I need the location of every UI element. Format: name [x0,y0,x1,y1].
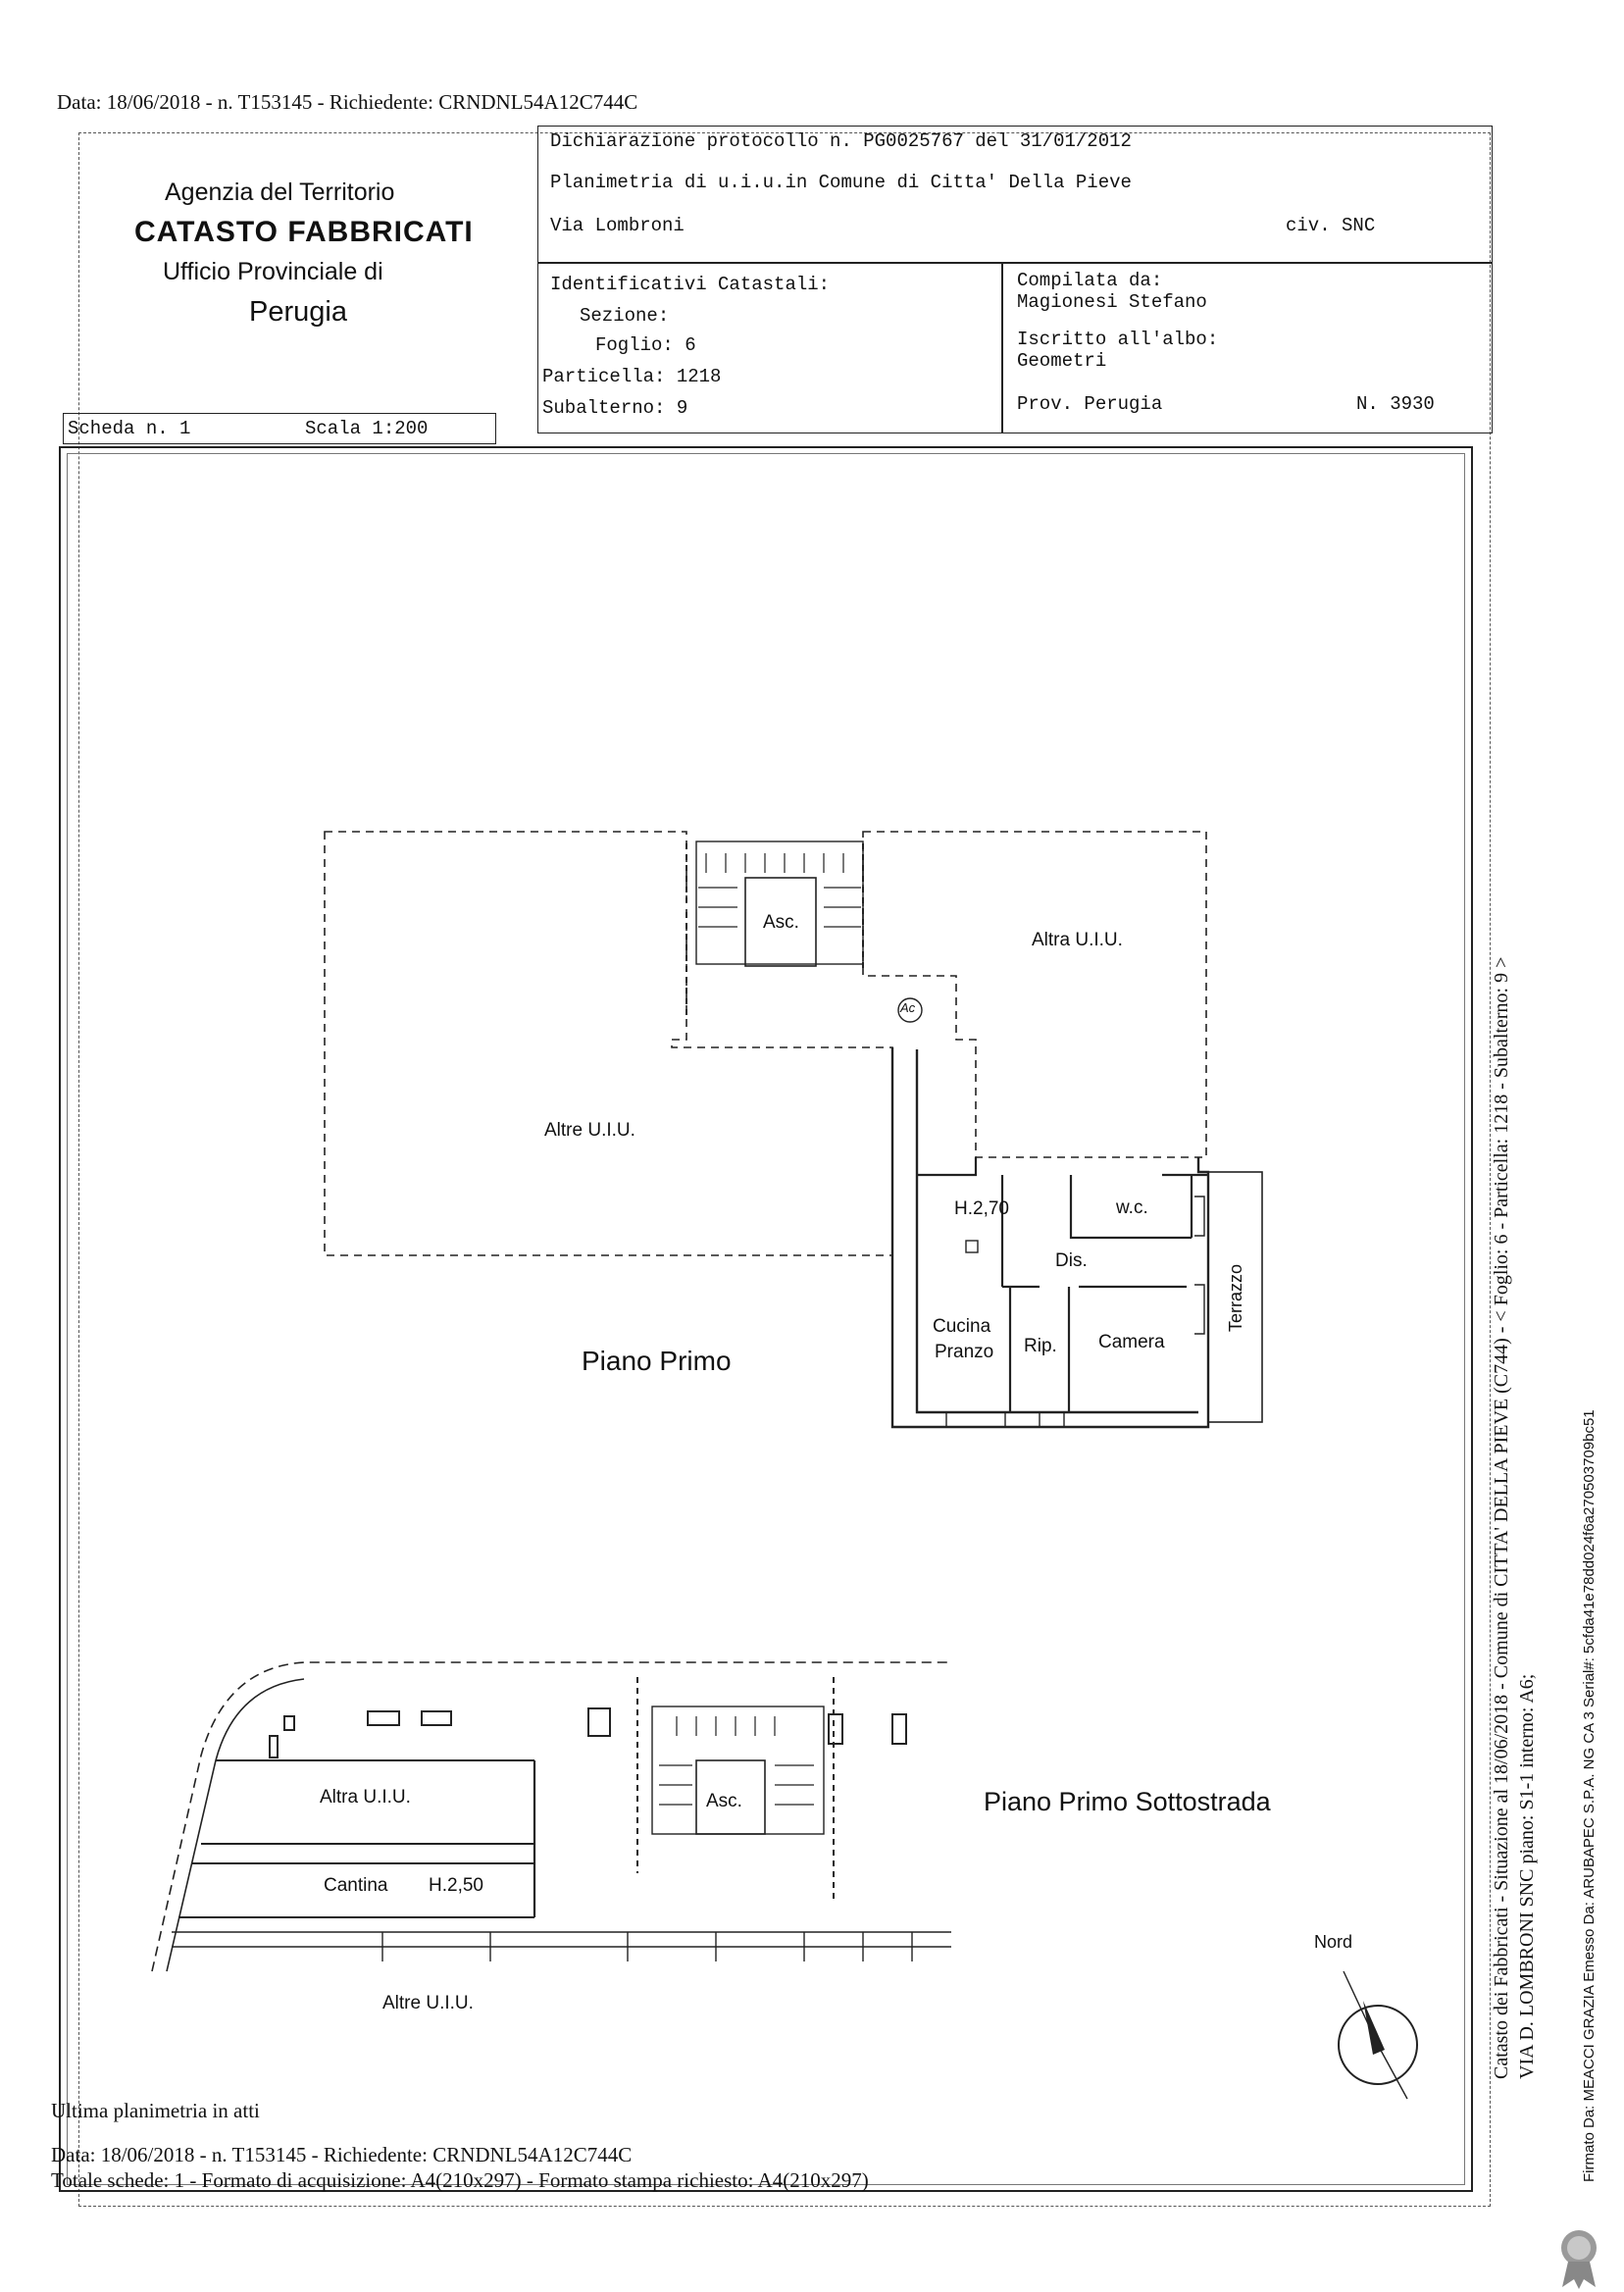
provincia-value: Prov. Perugia [1017,393,1163,415]
civic-number: civ. SNC [1286,215,1376,236]
albo-number: N. 3930 [1356,393,1435,415]
ac-label: Ac [900,1000,916,1015]
particella-value: Particella: 1218 [542,366,722,387]
protocol-line: Dichiarazione protocollo n. PG0025767 del 31/01/2012 [550,130,1132,152]
disimpegno-label: Dis. [1055,1250,1088,1271]
sezione-label: Sezione: [580,305,670,327]
terrazzo-label: Terrazzo [1226,1263,1245,1332]
ultima-planimetria: Ultima planimetria in atti [51,2099,260,2122]
side-address: VIA D. LOMBRONI SNC piano: S1-1 interno: A6; [1516,1673,1538,2079]
agency-name: Agenzia del Territorio [165,178,395,206]
compilata-name: Magionesi Stefano [1017,291,1207,313]
planimetria-line: Planimetria di u.i.u.in Comune di Citta' Della Pieve [550,172,1132,193]
request-header: Data: 18/06/2018 - n. T153145 - Richiedente: CRNDNL54A12C744C [57,90,638,114]
catasto-title: CATASTO FABBRICATI [134,216,474,248]
piano-sottostrada-title: Piano Primo Sottostrada [984,1787,1271,1816]
albo-value: Geometri [1017,350,1107,372]
address-line: Via Lombroni [550,215,685,236]
footer-totale: Totale schede: 1 - Formato di acquisizione: A4(210x297) - Formato stampa richiesto: A4(210x297) [51,2168,869,2192]
camera-label: Camera [1098,1332,1165,1352]
scheda-number: Scheda n. 1 [68,418,191,439]
piano-primo-title: Piano Primo [582,1346,732,1376]
altre-uiu-label-primo: Altre U.I.U. [544,1120,635,1141]
height-label-sottostrada: H.2,50 [429,1875,483,1896]
digital-signature: Firmato Da: MEACCI GRAZIA Emesso Da: ARUBAPEC S.P.A. NG CA 3 Serial#: 5cfda41e78dd024f6a270503709bc51 [1581,1409,1598,2182]
altra-uiu-label-primo: Altra U.I.U. [1032,930,1123,950]
cantina-label: Cantina [324,1875,388,1896]
seal-icon [1554,2226,1603,2290]
side-situazione: Catasto dei Fabbricati - Situazione al 18/06/2018 - Comune di CITTA' DELLA PIEVE (C744) - < Foglio: 6 - Particella: 1218 - Subalterno: 9 > [1491,956,1512,2079]
north-arrow-icon [1324,1961,1432,2109]
ripostiglio-label: Rip. [1024,1336,1057,1356]
footer-data: Data: 18/06/2018 - n. T153145 - Richiedente: CRNDNL54A12C744C [51,2143,633,2166]
wc-label: w.c. [1116,1197,1148,1218]
foglio-value: Foglio: 6 [595,334,696,356]
province-label: Perugia [249,296,347,328]
iscritto-label: Iscritto all'albo: [1017,329,1219,350]
lift-label-sottostrada: Asc. [706,1791,742,1811]
height-label-primo: H.2,70 [954,1198,1009,1219]
scala-value: Scala 1:200 [305,418,429,439]
cucina-label: Cucina [933,1316,991,1337]
ufficio-label: Ufficio Provinciale di [163,258,383,285]
altre-uiu-label-sottostrada: Altre U.I.U. [382,1993,474,2013]
pranzo-label: Pranzo [935,1342,994,1362]
compilata-heading: Compilata da: [1017,270,1163,291]
nord-label: Nord [1314,1932,1353,1952]
altra-uiu-label-sottostrada: Altra U.I.U. [320,1787,411,1808]
subalterno-value: Subalterno: 9 [542,397,688,419]
identificativi-heading: Identificativi Catastali: [550,274,831,295]
lift-label-primo: Asc. [763,912,799,933]
